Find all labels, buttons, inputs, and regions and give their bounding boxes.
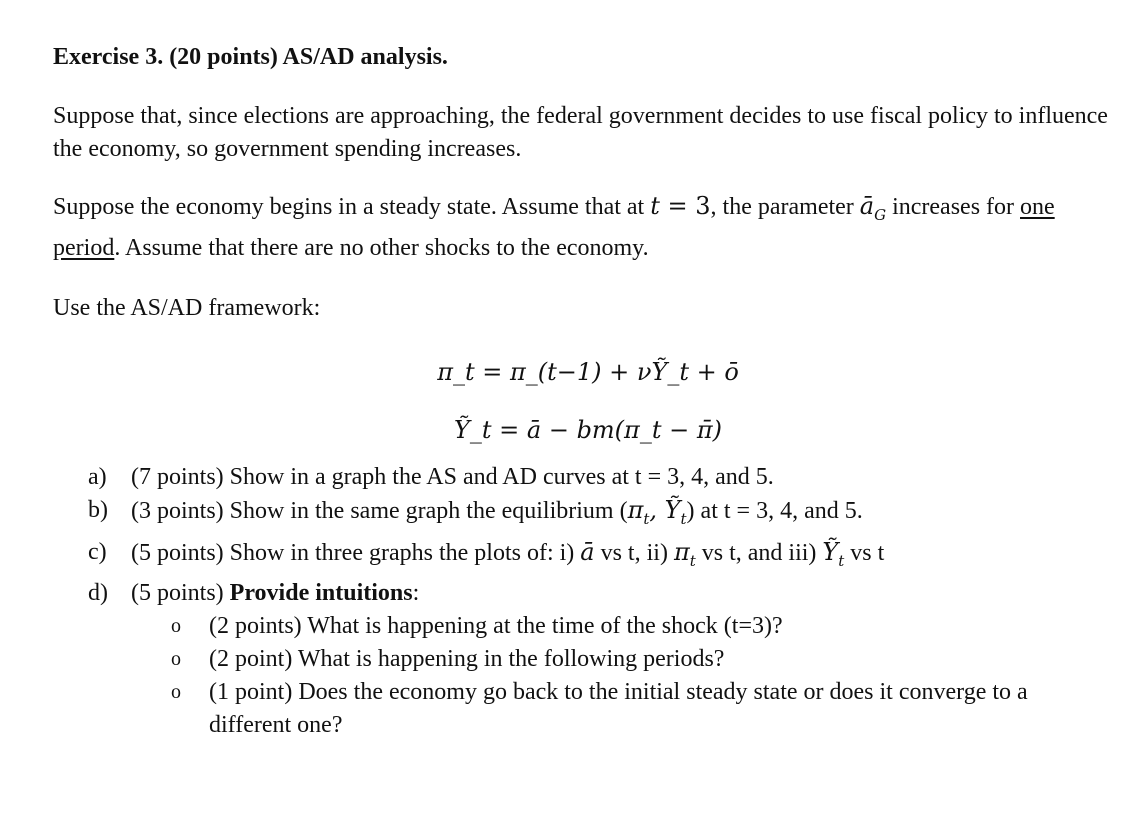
question-text: (5 points) Provide intuitions: bbox=[131, 580, 420, 607]
paragraph-context: Suppose that, since elections are approaching, the federal government decides to use fiscal policy to influence the economy, so government spending increases. bbox=[53, 103, 1108, 162]
p2-text-a: Suppose the economy begins in a steady state. Assume that at bbox=[53, 194, 651, 220]
sub-question-text: (1 point) Does the economy go back to the initial steady state or does it converge to a different one? bbox=[209, 679, 1028, 739]
p2-text-d: . Assume that there are no other shocks to the economy. bbox=[114, 234, 649, 261]
paragraph-framework: Use the AS/AD framework: bbox=[53, 294, 321, 321]
sub-question-text: (2 point) What is happening in the following periods? bbox=[209, 646, 725, 673]
p2-underlined: one period bbox=[53, 194, 1055, 261]
bullet-icon: o bbox=[171, 681, 181, 704]
question-marker: a) bbox=[88, 463, 107, 490]
question-d bbox=[53, 577, 1113, 610]
exercise-title: Exercise 3. (20 points) AS/AD analysis. bbox=[53, 44, 448, 70]
bullet-icon: o bbox=[171, 648, 181, 671]
question-a bbox=[53, 461, 1113, 494]
exercise-document bbox=[53, 40, 1113, 742]
question-text: (5 points) Show in three graphs the plots of: i) ā vs t, ii) $\pi_t$ vs t, and iii) Ỹ$_t$ vs t bbox=[131, 537, 885, 570]
question-c bbox=[53, 536, 1113, 578]
question-text: (7 points) Show in a graph the AS and AD curves at t = 3, 4, and 5. bbox=[131, 463, 774, 490]
p2-text-b: , the parameter bbox=[710, 194, 860, 220]
sub-question-item bbox=[53, 610, 1113, 643]
sub-question-text: (2 points) What is happening at the time of the shock (t=3)? bbox=[209, 613, 783, 640]
bullet-icon: o bbox=[171, 615, 181, 638]
paragraph-assumptions bbox=[53, 190, 1113, 265]
equation-ad-text: Ỹ_t = ā − bm(π_t − π̄) bbox=[454, 415, 722, 444]
p2-param: $ā_G$ bbox=[859, 192, 887, 224]
question-marker: d) bbox=[88, 580, 108, 607]
equation-as bbox=[53, 355, 1113, 389]
question-b bbox=[53, 494, 1113, 536]
question-list bbox=[53, 461, 1113, 611]
question-marker: c) bbox=[88, 538, 107, 565]
p2-t: t bbox=[650, 192, 660, 220]
equation-ad bbox=[53, 413, 1113, 447]
question-marker: b) bbox=[88, 496, 108, 523]
sub-question-item bbox=[53, 676, 1113, 742]
sub-question-item bbox=[53, 643, 1113, 676]
p2-text-c: increases for bbox=[886, 194, 1021, 220]
question-text: (3 points) Show in the same graph the equilibrium ($\pi_t$, Ỹ$_t$) at t = 3, 4, and 5. bbox=[131, 495, 863, 528]
p2-eq: = 3 bbox=[659, 192, 711, 220]
equation-as-text: π_t = π_(t−1) + νỸ_t + ō bbox=[437, 357, 739, 386]
sub-question-list bbox=[53, 610, 1113, 742]
